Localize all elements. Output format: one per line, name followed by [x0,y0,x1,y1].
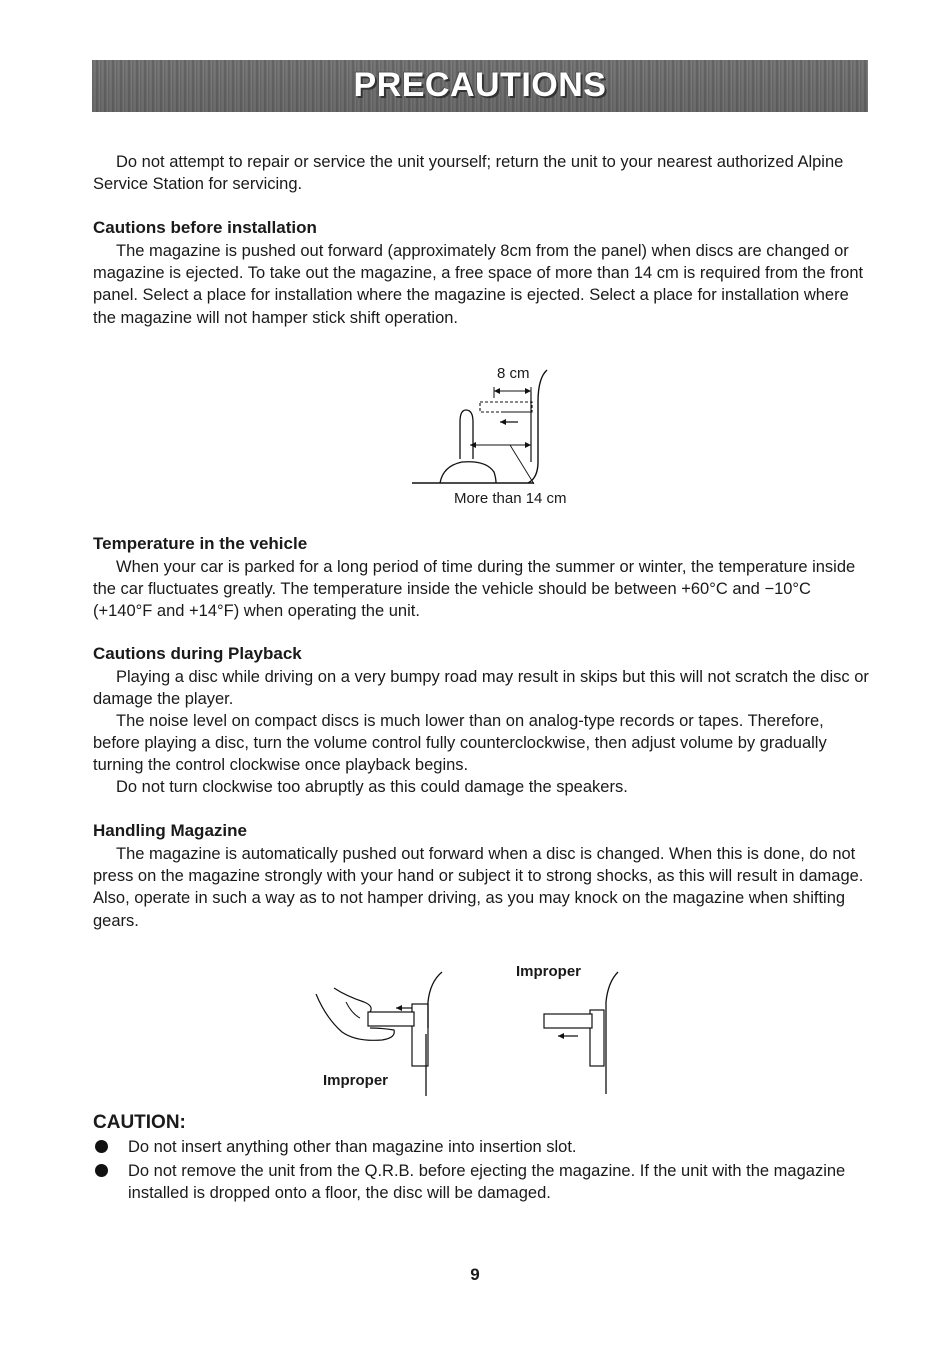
installation-heading: Cautions before installation [93,218,317,237]
installation-diagram [410,362,560,492]
playback-text-3: Do not turn clockwise too abruptly as this could damage the speakers. [116,778,628,796]
temperature-heading: Temperature in the vehicle [93,534,308,553]
caution-item-text: Do not remove the unit from the Q.R.B. before ejecting the magazine. If the unit with the magazine installed is dropped onto a floor, the disc will be damaged. [128,1162,846,1203]
title-banner [92,60,868,112]
playback-heading: Cautions during Playback [93,644,302,663]
improper-label-right: Improper [516,963,582,980]
page-title: PRECAUTIONS [353,66,607,104]
intro-text: Do not attempt to repair or service the unit yourself; return the unit to your nearest authorized Alpine Service Station for servicing. [93,153,844,194]
improper-knock-diagram [538,966,630,1100]
playback-paragraph-2 [93,710,869,777]
bullet-icon [95,1164,108,1177]
magazine-paragraph [93,843,869,932]
dimension-label-14cm: More than 14 cm [454,490,567,507]
bullet-icon [95,1140,108,1153]
dimension-label-8cm: 8 cm [497,365,530,382]
improper-label-left: Improper [323,1072,389,1089]
playback-text-2: The noise level on compact discs is much lower than on analog-type records or tapes. Therefore, before playing a disc, turn the volume control fully counterclockwise, then adjust volume by gradually turning the control clockwise once playback begins. [93,712,827,775]
temperature-text: When your car is parked for a long period of time during the summer or winter, the temperature inside the car fluctuates greatly. The temperature inside the vehicle should be between +60°C and −10°C (+140°F and +14°F) when operating the unit. [93,558,856,621]
intro-paragraph [93,151,869,195]
installation-text: The magazine is pushed out forward (approximately 8cm from the panel) when discs are changed or magazine is ejected. To take out the magazine, a free space of more than 14 cm is required from the front panel. Select a place for installation where the magazine is ejected. Select a place for installation where the magazine will not hamper stick shift operation. [93,242,864,327]
magazine-heading: Handling Magazine [93,821,247,840]
installation-paragraph [93,240,869,329]
caution-heading: CAUTION: [93,1112,186,1133]
playback-paragraph-1 [93,666,869,710]
temperature-paragraph [93,556,869,623]
playback-paragraph-3 [93,776,869,798]
page-number: 9 [470,1265,480,1284]
magazine-text: The magazine is automatically pushed out forward when a disc is changed. When this is done, do not press on the magazine strongly with your hand or subject it to strong shocks, as this will result in damage. Also, operate in such a way as to not hamper driving, as you may knock on the magazine when shifting gears. [93,845,864,930]
playback-text-1: Playing a disc while driving on a very bumpy road may result in skips but this will not scratch the disc or damage the player. [93,668,869,709]
caution-item-text: Do not insert anything other than magazine into insertion slot. [128,1138,577,1156]
